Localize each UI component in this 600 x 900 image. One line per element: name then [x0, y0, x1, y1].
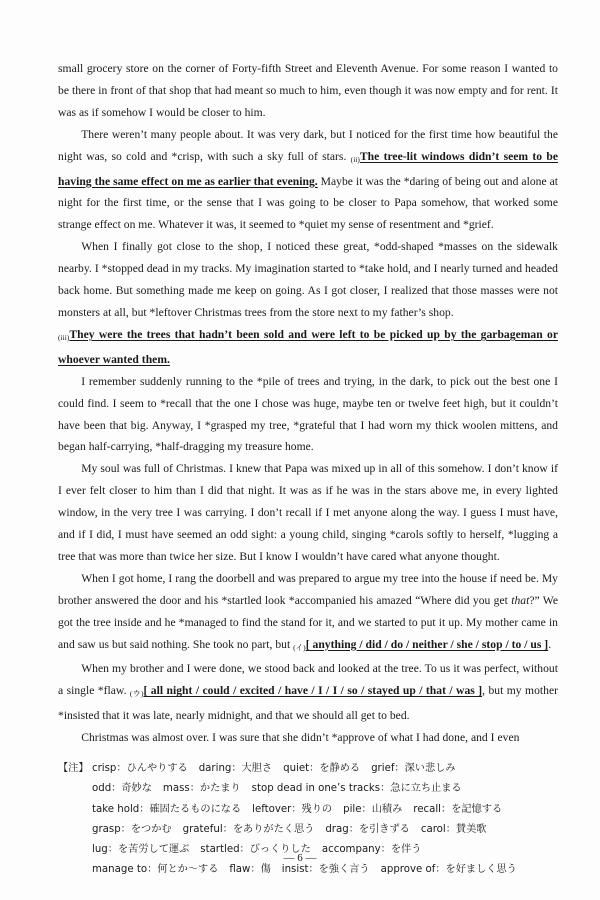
note-item: approve of：を好ましく思う: [380, 864, 517, 876]
note-item: take hold：確固たるものになる: [92, 803, 242, 815]
paragraph-1: small grocery store on the corner of Forty-fifth Street and Eleventh Avenue. For some reason I wanted to be there in front of that shop that had meant so much to him, even though it was now empty and for rent. It was as if somehow I would be closer to him.: [58, 62, 558, 119]
note-item: daring：大胆さ: [198, 763, 273, 775]
note-item: leftover：残りの: [252, 803, 333, 815]
notes-row: [58, 800, 558, 820]
paragraph-2: There weren’t many people about. It was very dark, but I noticed for the first time how beautiful the night was, so cold and *crisp, with such a sky full of stars. (ii)The tree-lit windows didn’t seem to be having the same effect on me as earlier that evening. Maybe it was the *daring of being out and alone at night for the first time, or the sense that I was going to be closer to Papa somehow, that worked some strange effect on me. Whatever it was, it seemed to *quiet my sense of resentment and *grief.: [58, 127, 559, 232]
note-item: carol：賛美歌: [420, 823, 487, 835]
notes-row: [58, 820, 558, 840]
notes-header: 【注】: [58, 763, 89, 775]
note-item: insist：を強く言う: [281, 864, 370, 876]
question-marker-i: (イ): [293, 642, 306, 652]
question-marker-u: (ウ): [129, 689, 144, 699]
paragraph-7: When my brother and I were done, we stood back and looked at the tree. To us it was perfect, without a single *flaw. (ウ)[ all night / could / excited / have / I / I / so / stayed up / that / was ], but my mother *insisted that it was late, nearly midnight, and that we should all get to bed.: [58, 662, 558, 723]
note-item: accompany：を伴う: [321, 843, 422, 855]
passage: [58, 58, 558, 880]
word-order-question-i: [ anything / did / do / neither / she / stop / to / us ]: [305, 637, 549, 651]
paragraph-8: Christmas was almost over. I was sure that she didn’t *approve of what I had done, and I even: [81, 731, 520, 745]
note-item: mass：かたまり: [162, 783, 241, 795]
underlined-sentence-iii: They were the trees that hadn’t been sold and were left to be picked up by the garbageman or whoever wanted them.: [58, 327, 558, 366]
paragraph-4: I remember suddenly running to the *pile of trees and trying, in the dark, to pick out the best one I could find. I seem to *recall that the one I chose was huge, maybe ten or twelve feet high, but it couldn’t have been that big. Anyway, I *grasped my tree, *grateful that I had worn my thick woolen mittens, and began half-carrying, *half-dragging my treasure home.: [58, 374, 558, 454]
note-item: grateful：をありがたく思う: [182, 823, 315, 835]
word-order-question-u: [ all night / could / excited / have / I / I / so / stayed up / that / was ]: [143, 684, 483, 698]
paragraph-3: When I finally got close to the shop, I noticed these great, *odd-shaped *masses on the sidewalk nearby. I *stopped dead in my tracks. My imagination started to *take hold, and I nearly turned and headed back home. But something made me keep on going. As I got closer, I realized that those masses were not monsters at all, but *leftover Christmas trees from the store next to my father’s shop. (iii)They were the trees that hadn’t been sold and were left to be picked up by the garbageman or whoever wanted them.: [58, 240, 558, 366]
question-marker-iii: (iii): [58, 332, 70, 342]
note-item: pile：山積み: [343, 803, 403, 815]
paragraph-6: When I got home, I rang the doorbell and was prepared to argue my tree into the house if need be. My brother answered the door and his *startled look *accompanied his amazed “Where did you get that?” We got the tree inside and he *managed to find the stand for it, and we started to put it up. My mother came in and saw us but said nothing. She took no part, but (イ)[ anything / did / do / neither / she / stop / to / us ].: [58, 571, 558, 652]
note-item: quiet：を静める: [283, 763, 361, 775]
page-number: — 6 —: [283, 852, 317, 864]
underlined-sentence-ii: The tree-lit windows didn’t seem to be having the same effect on me as earlier that evening.: [58, 149, 558, 188]
note-item: grief：深い悲しみ: [371, 763, 456, 775]
note-item: flaw：傷: [229, 864, 271, 876]
notes-row: [58, 759, 558, 779]
note-item: stop dead in one’s tracks：急に立ち止まる: [251, 783, 462, 795]
note-item: lug：を苦労して運ぶ: [92, 843, 190, 855]
note-item: startled：びっくりした: [200, 843, 311, 855]
note-item: crisp：ひんやりする: [92, 763, 188, 775]
question-marker-ii: (ii): [350, 154, 360, 164]
paragraph-5: My soul was full of Christmas. I knew that Papa was mixed up in all of this somehow. I don’t know if I ever felt closer to him than I did that night. It was as if he was in the stars above me, in every lighted window, in the very tree I was carrying. I don’t recall if I met anyone along the way. I guess I must have, and if I did, I must have seemed an odd sight: a young child, singing *carols softly to herself, *lugging a tree that was more than twice her size. But I know I wouldn’t have cared what anyone thought.: [58, 462, 558, 563]
note-item: recall：を記憶する: [413, 803, 503, 815]
note-item: grasp：をつかむ: [92, 823, 172, 835]
note-item: manage to：何とか～する: [92, 864, 219, 876]
notes-row: [58, 779, 558, 799]
note-item: drag：を引きずる: [325, 823, 410, 835]
note-item: odd：奇妙な: [92, 783, 152, 795]
